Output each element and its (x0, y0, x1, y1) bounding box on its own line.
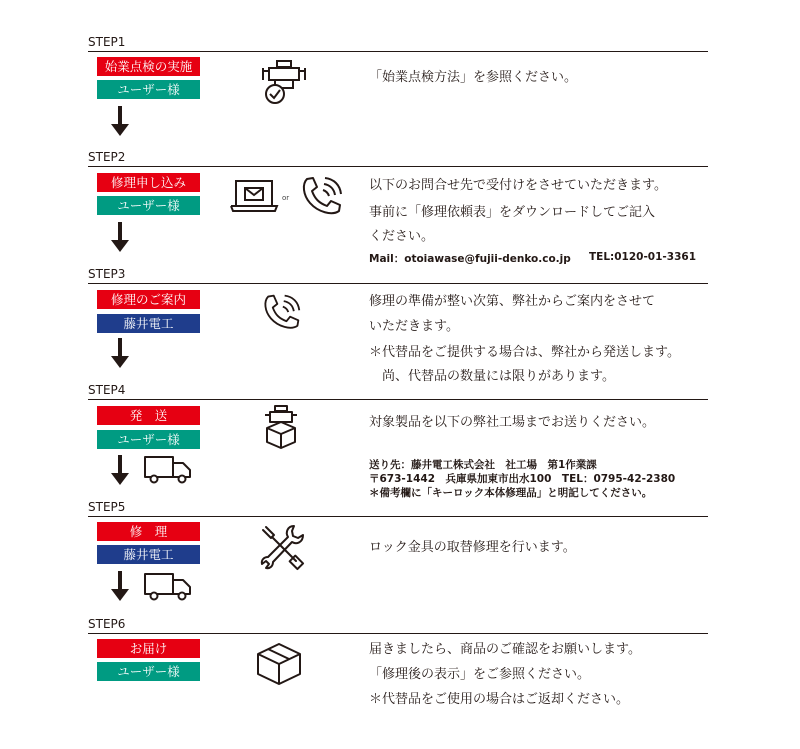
step2-desc-line-1: 以下のお問合せ先で受付けをさせていただきます。 (369, 178, 667, 193)
phone-icon (298, 174, 344, 220)
step2-label: STEP2 (88, 150, 126, 164)
step6-desc-line-2: 「修理後の表示」をご参照ください。 (369, 667, 591, 682)
ship-remark-note: ＊備考欄に「キーロック本体修理品」と明記してください。 (369, 487, 653, 499)
step3-desc-line-2: いただきます。 (369, 319, 459, 334)
ship-to-postal-tel: 〒673-1442 兵庫県加東市出水100 TEL：0795-42-2380 (369, 473, 676, 485)
down-arrow-icon (111, 455, 129, 485)
step5-label: STEP5 (88, 500, 126, 514)
inspection-check-icon (258, 58, 310, 106)
step1-desc-line: 「始業点検方法」を参照ください。 (369, 70, 578, 85)
step3-actor-badge: 藤井電工 (97, 314, 200, 333)
tools-icon (258, 523, 306, 571)
step1-action-badge: 始業点検の実施 (97, 57, 200, 76)
step1-rule (88, 51, 708, 52)
down-arrow-icon (111, 106, 129, 136)
step5-rule (88, 516, 708, 517)
step6-action-badge: お届け (97, 639, 200, 658)
step4-rule (88, 399, 708, 400)
package-device-icon (262, 404, 300, 450)
step6-actor-badge: ユーザー様 (97, 662, 200, 681)
step6-desc-line-1: 届きましたら、商品のご確認をお願いします。 (369, 642, 641, 657)
step3-action-badge: 修理のご案内 (97, 290, 200, 309)
ship-to-address: 送り先：藤井電工株式会社 社工場 第1作業課 (369, 459, 597, 471)
down-arrow-icon (111, 222, 129, 252)
contact-tel[interactable]: TEL:0120-01-3361 (589, 251, 696, 263)
step4-action-badge: 発 送 (97, 406, 200, 425)
step5-action-badge: 修 理 (97, 522, 200, 541)
truck-icon (143, 571, 193, 601)
step5-actor-badge: 藤井電工 (97, 545, 200, 564)
truck-icon (143, 454, 193, 484)
or-text: or (282, 194, 290, 202)
step1-actor-badge: ユーザー様 (97, 80, 200, 99)
step5-desc-line: ロック金具の取替修理を行います。 (369, 540, 576, 555)
laptop-mail-icon (229, 178, 279, 214)
step6-rule (88, 633, 708, 634)
step1-label: STEP1 (88, 35, 126, 49)
step6-label: STEP6 (88, 617, 126, 631)
contact-mail[interactable]: Mail：otoiawase@fujii-denko.co.jp (369, 253, 571, 265)
step3-rule (88, 283, 708, 284)
phone-icon (260, 292, 302, 334)
step3-label: STEP3 (88, 267, 126, 281)
step3-desc-line-3: ＊代替品をご提供する場合は、弊社から発送します。 (369, 345, 680, 360)
step4-desc-line: 対象製品を以下の弊社工場までお送りください。 (369, 415, 656, 430)
step2-actor-badge: ユーザー様 (97, 196, 200, 215)
step2-rule (88, 166, 708, 167)
step3-desc-line-1: 修理の準備が整い次第、弊社からご案内をさせて (369, 294, 656, 309)
step6-desc-line-3: ＊代替品をご使用の場合はご返却ください。 (369, 692, 630, 707)
down-arrow-icon (111, 571, 129, 601)
box-icon (254, 638, 304, 688)
step2-desc-line-3: ください。 (369, 229, 435, 244)
step2-desc-line-2: 事前に「修理依頼表」をダウンロードしてご記入 (369, 205, 656, 220)
step4-label: STEP4 (88, 383, 126, 397)
step2-action-badge: 修理申し込み (97, 173, 200, 192)
step3-desc-line-4: 尚、代替品の数量には限りがあります。 (369, 369, 615, 384)
step4-actor-badge: ユーザー様 (97, 430, 200, 449)
down-arrow-icon (111, 338, 129, 368)
